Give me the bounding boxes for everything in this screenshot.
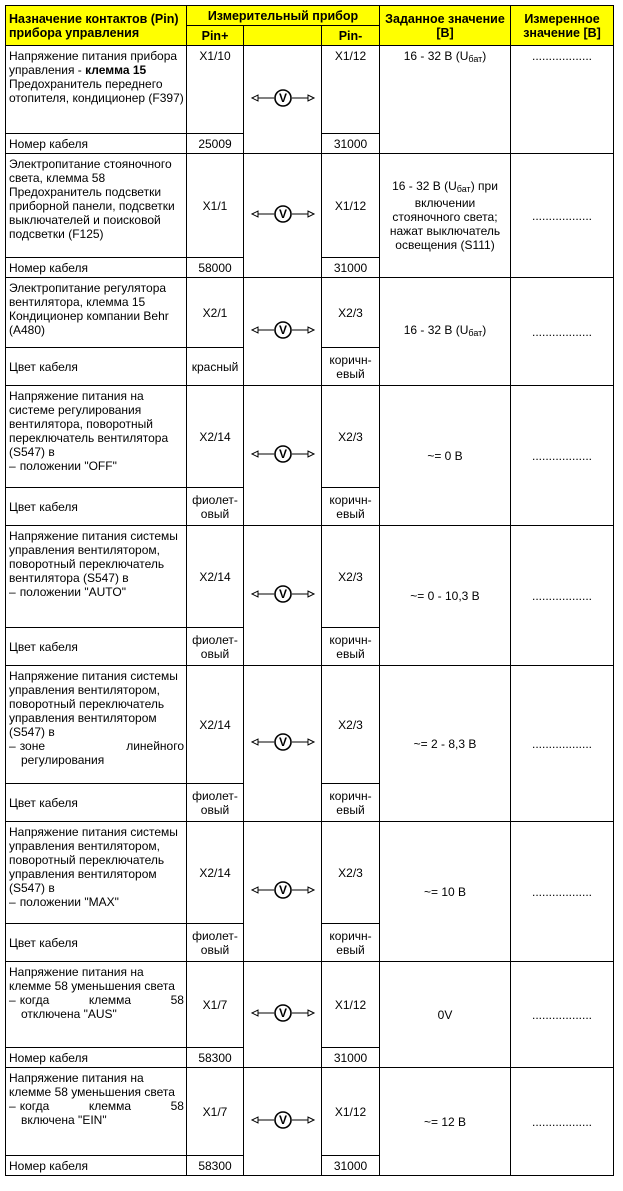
- voltmeter-icon: [244, 822, 322, 962]
- pin-description: Напряжение питания на клемме 58 уменьшения света – когда клемма 58 отключена "AUS": [6, 962, 187, 1048]
- pin-minus-value: X1/12: [322, 1068, 380, 1156]
- header-target-value: Заданное значение [В]: [380, 6, 511, 46]
- voltmeter-icon: [244, 154, 322, 278]
- cable-label: Цвет кабеля: [6, 924, 187, 962]
- pin-plus-value: X2/1: [187, 278, 244, 348]
- target-value: ~= 2 - 8,3 В: [380, 666, 511, 822]
- target-value: ~= 10 В: [380, 822, 511, 962]
- target-value: ~= 0 - 10,3 В: [380, 526, 511, 666]
- svg-text:V: V: [278, 207, 287, 221]
- cable-label: Цвет кабеля: [6, 348, 187, 386]
- table-row: [6, 822, 614, 924]
- pin-plus-value: X1/7: [187, 962, 244, 1048]
- measured-value: ..................: [511, 154, 614, 278]
- cable-minus: 31000: [322, 1048, 380, 1068]
- cable-minus: коричн-евый: [322, 924, 380, 962]
- cable-label: Цвет кабеля: [6, 784, 187, 822]
- header-pin-assignment: Назначение контактов (Pin) прибора управления: [6, 6, 187, 46]
- measured-value: ..................: [511, 1068, 614, 1176]
- table-row: [6, 46, 614, 134]
- table-row: [6, 526, 614, 628]
- table-row: [6, 386, 614, 488]
- measured-value: ..................: [511, 666, 614, 822]
- pin-plus-value: X2/14: [187, 666, 244, 784]
- pin-description: Напряжение питания прибора управления - клемма 15 Предохранитель переднего отопителя, кондиционер (F397): [6, 46, 187, 134]
- measured-value: ..................: [511, 962, 614, 1068]
- svg-text:V: V: [278, 1113, 287, 1127]
- header-pin-minus: Pin-: [322, 26, 380, 46]
- svg-text:V: V: [278, 883, 287, 897]
- pin-plus-value: X2/14: [187, 822, 244, 924]
- pin-minus-value: X1/12: [322, 154, 380, 258]
- pin-minus-value: X1/12: [322, 962, 380, 1048]
- pin-description: Напряжение питания системы управления вентилятором, поворотный переключатель вентилятора (S547) в – положении "AUTO": [6, 526, 187, 628]
- pin-minus-value: X1/12: [322, 46, 380, 134]
- table-row: [6, 666, 614, 784]
- cable-label: Номер кабеля: [6, 1156, 187, 1176]
- voltmeter-icon: [244, 666, 322, 822]
- svg-text:V: V: [278, 323, 287, 337]
- measured-value: ..................: [511, 278, 614, 386]
- pin-minus-value: X2/3: [322, 386, 380, 488]
- measurement-table: [5, 5, 614, 1176]
- cable-plus: 58300: [187, 1156, 244, 1176]
- table-row: [6, 154, 614, 258]
- cable-plus: фиолет-овый: [187, 488, 244, 526]
- cable-label: Номер кабеля: [6, 134, 187, 154]
- measured-value: ..................: [511, 386, 614, 526]
- cable-label: Цвет кабеля: [6, 628, 187, 666]
- table-row: [6, 1068, 614, 1156]
- cable-plus: 25009: [187, 134, 244, 154]
- pin-minus-value: X2/3: [322, 666, 380, 784]
- target-value: ~= 0 В: [380, 386, 511, 526]
- target-value: 16 - 32 В $(U_{бат})$ при включении стояночного света; нажат выключатель освещения (S111): [380, 154, 511, 278]
- pin-minus-value: X2/3: [322, 278, 380, 348]
- voltmeter-icon: [244, 386, 322, 526]
- pin-plus-value: X1/1: [187, 154, 244, 258]
- cable-plus: красный: [187, 348, 244, 386]
- pin-description: Напряжение питания системы управления вентилятором, поворотный переключатель управления вентилятором (S547) в – положении "MAX": [6, 822, 187, 924]
- pin-plus-value: X2/14: [187, 526, 244, 628]
- voltmeter-icon: [244, 962, 322, 1068]
- cable-plus: 58000: [187, 258, 244, 278]
- cable-minus: коричн-евый: [322, 488, 380, 526]
- cable-plus: 58300: [187, 1048, 244, 1068]
- header-pin-plus: Pin+: [187, 26, 244, 46]
- target-value: 16 - 32 В $(U_{бат})$: [380, 46, 511, 154]
- table-row: [6, 278, 614, 348]
- pin-description: Напряжение питания на клемме 58 уменьшения света – когда клемма 58 включена "EIN": [6, 1068, 187, 1156]
- voltmeter-icon: [244, 46, 322, 154]
- pin-description: Напряжение питания на системе регулирования вентилятора, поворотный переключатель вентилятора (S547) в – положении "OFF": [6, 386, 187, 488]
- voltmeter-icon: [244, 526, 322, 666]
- cable-minus: 31000: [322, 1156, 380, 1176]
- cable-plus: фиолет-овый: [187, 628, 244, 666]
- target-value: 16 - 32 В $(U_{бат})$: [380, 278, 511, 386]
- cable-minus: 31000: [322, 134, 380, 154]
- svg-text:V: V: [278, 587, 287, 601]
- pin-plus-value: X1/7: [187, 1068, 244, 1156]
- cable-minus: 31000: [322, 258, 380, 278]
- cable-minus: коричн-евый: [322, 348, 380, 386]
- voltmeter-icon: [244, 1068, 322, 1176]
- measured-value: ..................: [511, 526, 614, 666]
- svg-text:V: V: [278, 91, 287, 105]
- cable-plus: фиолет-овый: [187, 784, 244, 822]
- measured-value: ..................: [511, 46, 614, 154]
- cable-minus: коричн-евый: [322, 784, 380, 822]
- cable-label: Номер кабеля: [6, 258, 187, 278]
- pin-minus-value: X2/3: [322, 822, 380, 924]
- target-value: ~= 12 В: [380, 1068, 511, 1176]
- svg-text:V: V: [278, 735, 287, 749]
- header-meter: Измерительный прибор: [187, 6, 380, 26]
- pin-plus-value: X2/14: [187, 386, 244, 488]
- svg-text:V: V: [278, 1006, 287, 1020]
- cable-minus: коричн-евый: [322, 628, 380, 666]
- cable-label: Цвет кабеля: [6, 488, 187, 526]
- pin-description: Электропитание регулятора вентилятора, клемма 15 Кондиционер компании Behr (A480): [6, 278, 187, 348]
- header-measured-value: Измеренное значение [В]: [511, 6, 614, 46]
- cable-label: Номер кабеля: [6, 1048, 187, 1068]
- svg-text:V: V: [278, 447, 287, 461]
- cable-plus: фиолет-овый: [187, 924, 244, 962]
- measured-value: ..................: [511, 822, 614, 962]
- pin-minus-value: X2/3: [322, 526, 380, 628]
- header-meter-blank: [244, 26, 322, 46]
- target-value: 0V: [380, 962, 511, 1068]
- pin-plus-value: X1/10: [187, 46, 244, 134]
- voltmeter-icon: [244, 278, 322, 386]
- pin-description: Напряжение питания системы управления вентилятором, поворотный переключатель управления вентилятором (S547) в – зоне линейного регулирования: [6, 666, 187, 784]
- table-row: [6, 962, 614, 1048]
- pin-description: Электропитание стояночного света, клемма 58 Предохранитель подсветки приборной панели, подсветки выключателей и поисковой подсветки (F125): [6, 154, 187, 258]
